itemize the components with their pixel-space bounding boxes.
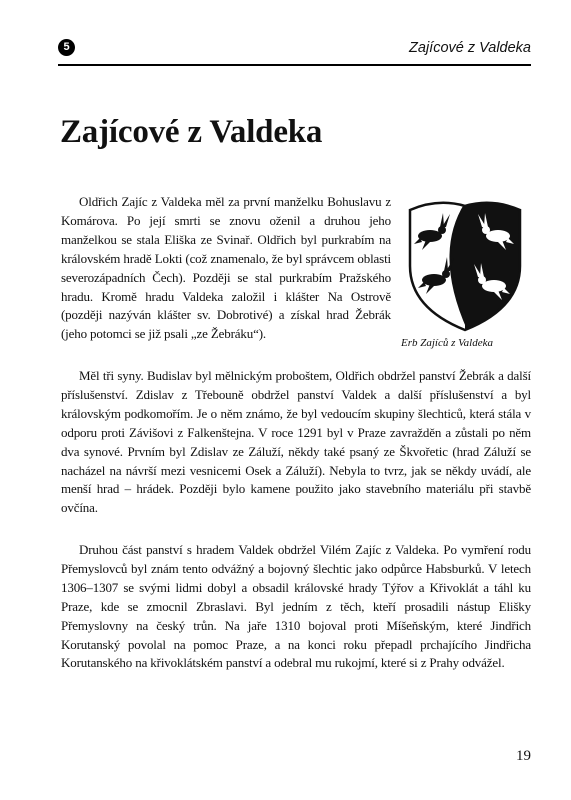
header-rule (58, 64, 531, 66)
paragraph-1: Oldřich Zajíc z Valdeka měl za první manželku Bohuslavu z Komárova. Po její smrti se znovu oženil a druhou jeho manželkou se stala Eliška ze Svinař. Oldřich byl purkrabím na královském hradě Lokti (což znamenalo, že byl správcem oblasti severozápadních Čech). Později se stal purkrabím Pražského hradu. Kromě hradu Valdeka založil i klášter Na Ostrově (později nazýván klášter sv. Dobrotivé) a získal hrad Žebrák (jeho potomci se již psali „ze Žebráku“). (61, 194, 391, 342)
chapter-number-badge: 5 (58, 39, 75, 56)
figure-caption: Erb Zajíců z Valdeka (401, 337, 493, 349)
chapter-title: Zajícové z Valdeka (60, 114, 323, 150)
coat-of-arms-hares-icon (404, 196, 526, 332)
page-header (58, 38, 531, 60)
coat-of-arms-figure (400, 196, 528, 349)
paragraph-2: Měl tři syny. Budislav byl mělnickým proboštem, Oldřich obdržel panství Žebrák a další příslušenství. Zdislav z Třebouně obdržel panství Valdek a další příslušenství a byl královským podkomořím. Je o něm známo, že byl vedoucím skupiny šlechticů, která stála v odporu proti Závišovi z Falkenštejna. V roce 1291 byl v Praze zavražděn a zůstali po něm dva synové. Prvním byl Zdislav ze Záluží, někdy také psaný ze Škvořetic (hrad Záluží se nacházel na návrší mezi vesnicemi Osek a Záluží). Nebyla to tvrz, jak se někdy uvádí, ale menší hrad – hrádek. Později bylo kamene použito jako stavebního materiálu při stavbě ovčína. (61, 368, 531, 516)
paragraph-3: Druhou část panství s hradem Valdek obdržel Vilém Zajíc z Valdeka. Po vymření rodu Přemyslovců byl znám tento odvážný a bojovný šlechtic jako odpůrce Habsburků. V letech 1306–1307 se svými lidmi dobyl a obsadil královské hrady Týřov a Křivoklát a táhl ku Praze, kde se zmocnil Zbraslavi. Byl jedním z těch, kteří prosadili nástup Elišky Přemyslovny na český trůn. Na jaře 1310 bojoval proti Míšeňským, které Jindřich Korutanský povolal na pomoc Praze, a na konci roku přepadl prchajícího Jindřicha Korutanského na křivoklátském panství a odebral mu rukojmí, které si z Prahy odvážel. (61, 542, 531, 671)
running-head-title: Zajícové z Valdeka (409, 40, 531, 56)
page-number: 19 (516, 748, 531, 764)
